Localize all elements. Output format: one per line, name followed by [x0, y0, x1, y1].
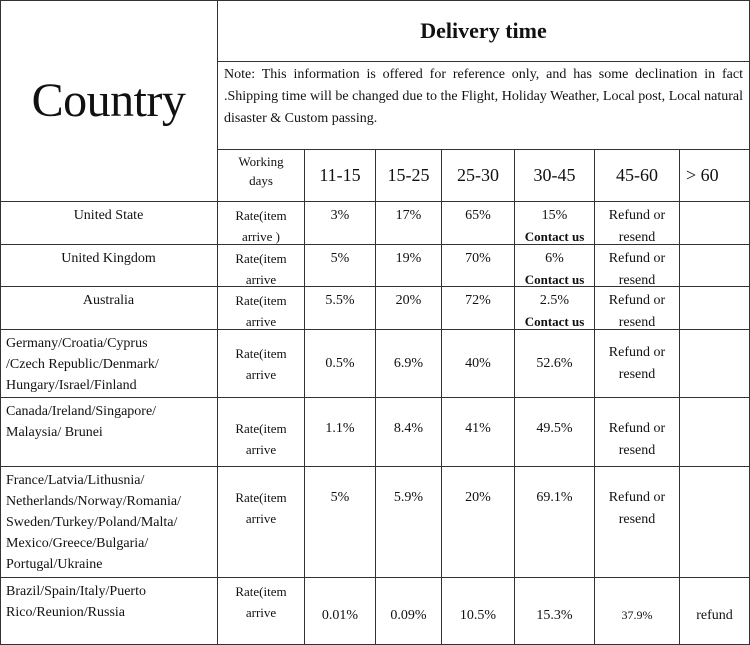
- rate-line: Rate(item: [235, 251, 287, 266]
- range-header-25-30: 25-30: [442, 150, 515, 202]
- value-text: 0.09%: [390, 608, 427, 623]
- refund-cell: [595, 398, 680, 467]
- refund-line: Refund or: [608, 344, 666, 360]
- value-cell: 5%: [305, 467, 376, 578]
- value-cell: 20%: [442, 467, 515, 578]
- rate-line: Rate(item: [235, 293, 287, 308]
- value-cell: [305, 578, 376, 645]
- value-cell: [515, 578, 595, 645]
- value-cell: [680, 398, 750, 467]
- country-cell: [0, 330, 218, 398]
- value-text: 0.01%: [321, 608, 359, 623]
- refund-cell: [595, 330, 680, 398]
- value-cell: [515, 287, 595, 330]
- refund-line: resend: [618, 315, 656, 330]
- country-line: Canada/Ireland/Singapore/: [6, 404, 157, 419]
- value-cell: [376, 578, 442, 645]
- value-cell: [680, 467, 750, 578]
- rate-cell: [218, 202, 305, 245]
- value-text: 2.5%: [539, 293, 570, 308]
- refund-line: Refund or: [608, 421, 666, 436]
- value-cell: 72%: [442, 287, 515, 330]
- refund-line: Refund or: [608, 251, 666, 266]
- value-cell: [515, 330, 595, 398]
- country-cell: [0, 245, 218, 287]
- value-cell: [305, 330, 376, 398]
- rate-line: arrive: [245, 511, 277, 526]
- value-cell: 17%: [376, 202, 442, 245]
- refund-line: resend: [618, 273, 656, 287]
- range-header-30-45: 30-45: [515, 150, 595, 202]
- value-cell: [595, 578, 680, 645]
- value-cell: [515, 202, 595, 245]
- value-cell: [680, 287, 750, 330]
- value-text: refund: [696, 608, 733, 623]
- country-line: Mexico/Greece/Bulgaria/: [6, 536, 149, 551]
- rate-cell: [218, 467, 305, 578]
- rate-cell: [218, 287, 305, 330]
- delivery-time-title: Delivery time: [218, 0, 750, 62]
- country-cell: [0, 578, 218, 645]
- country-line: Malaysia/ Brunei: [6, 425, 103, 440]
- value-text: 6%: [545, 251, 564, 266]
- value-cell: 3%: [305, 202, 376, 245]
- value-cell: 8.4%: [376, 398, 442, 467]
- range-header-over-60: > 60: [680, 150, 750, 202]
- rate-line: arrive ): [242, 229, 280, 244]
- value-cell: [442, 330, 515, 398]
- value-cell: [680, 202, 750, 245]
- rate-line: Rate(item: [235, 421, 287, 436]
- country-line: Netherlands/Norway/Romania/: [6, 494, 181, 509]
- refund-line: resend: [618, 512, 656, 527]
- value-cell: 41%: [442, 398, 515, 467]
- value-text: 15%: [541, 208, 568, 223]
- rate-line: arrive: [245, 605, 277, 620]
- value-text: 40%: [465, 356, 491, 371]
- value-cell: 65%: [442, 202, 515, 245]
- rate-cell: [218, 578, 305, 645]
- refund-line: resend: [618, 366, 656, 382]
- rate-line: arrive: [245, 272, 277, 287]
- range-header-45-60: 45-60: [595, 150, 680, 202]
- country-line: United State: [73, 208, 144, 223]
- value-cell: [376, 330, 442, 398]
- refund-line: resend: [618, 443, 656, 458]
- contact-us-note: Contact us: [524, 314, 585, 329]
- country-line: France/Latvia/Lithusnia/: [6, 473, 145, 488]
- shipping-note: Note: This information is offered for reference only, and has some declination in fact .Shipping time will be changed due to the Flight, Holiday Weather, Local post, Local natural disaster & Custom passing.: [218, 62, 750, 150]
- rate-line: Rate(item: [235, 208, 287, 223]
- country-line: Sweden/Turkey/Poland/Malta/: [6, 515, 178, 530]
- refund-cell: [680, 578, 750, 645]
- value-cell: [680, 330, 750, 398]
- refund-line: resend: [618, 230, 656, 245]
- value-cell: 5%: [305, 245, 376, 287]
- refund-line: Refund or: [608, 208, 666, 223]
- value-cell: 69.1%: [515, 467, 595, 578]
- rate-line: Rate(item: [235, 490, 287, 505]
- country-cell: [0, 202, 218, 245]
- rate-cell: [218, 398, 305, 467]
- range-header-15-25: 15-25: [376, 150, 442, 202]
- rate-line: Rate(item: [235, 345, 287, 361]
- rate-line: arrive: [245, 314, 277, 329]
- country-line: Portugal/Ukraine: [6, 557, 103, 572]
- refund-line: Refund or: [608, 293, 666, 308]
- value-text: 37.9%: [621, 608, 653, 622]
- country-line: /Czech Republic/Denmark/: [6, 357, 159, 372]
- value-cell: [515, 245, 595, 287]
- country-line: Hungary/Israel/Finland: [6, 378, 137, 393]
- country-line: Rico/Reunion/Russia: [6, 605, 125, 620]
- value-cell: [680, 245, 750, 287]
- contact-us-note: Contact us: [524, 272, 585, 287]
- value-text: 6.9%: [393, 356, 424, 371]
- country-header: Country: [0, 0, 218, 202]
- country-line: Australia: [82, 293, 135, 308]
- country-cell: [0, 287, 218, 330]
- working-days-header: [218, 150, 305, 202]
- rate-cell: [218, 330, 305, 398]
- refund-cell: [595, 202, 680, 245]
- rate-line: arrive: [245, 442, 277, 457]
- country-line: Germany/Croatia/Cyprus: [6, 336, 148, 351]
- refund-line: Refund or: [608, 490, 666, 505]
- refund-cell: [595, 467, 680, 578]
- value-cell: 5.5%: [305, 287, 376, 330]
- contact-us-note: Contact us: [524, 229, 585, 244]
- country-cell: [0, 398, 218, 467]
- value-cell: 20%: [376, 287, 442, 330]
- value-cell: 19%: [376, 245, 442, 287]
- refund-cell: [595, 245, 680, 287]
- rate-cell: [218, 245, 305, 287]
- value-text: 0.5%: [325, 356, 355, 371]
- rate-line: Rate(item: [235, 584, 287, 599]
- value-text: 10.5%: [459, 608, 497, 623]
- country-line: Brazil/Spain/Italy/Puerto: [6, 584, 146, 599]
- value-cell: [442, 578, 515, 645]
- working-days-line: Working: [238, 154, 284, 169]
- value-cell: 49.5%: [515, 398, 595, 467]
- value-cell: 5.9%: [376, 467, 442, 578]
- range-header-11-15: 11-15: [305, 150, 376, 202]
- working-days-line: days: [249, 173, 273, 188]
- value-cell: 70%: [442, 245, 515, 287]
- country-line: United Kingdom: [61, 251, 156, 266]
- country-cell: [0, 467, 218, 578]
- value-cell: 1.1%: [305, 398, 376, 467]
- refund-cell: [595, 287, 680, 330]
- rate-line: arrive: [245, 366, 277, 382]
- value-text: 52.6%: [536, 356, 573, 371]
- value-text: 15.3%: [536, 608, 573, 623]
